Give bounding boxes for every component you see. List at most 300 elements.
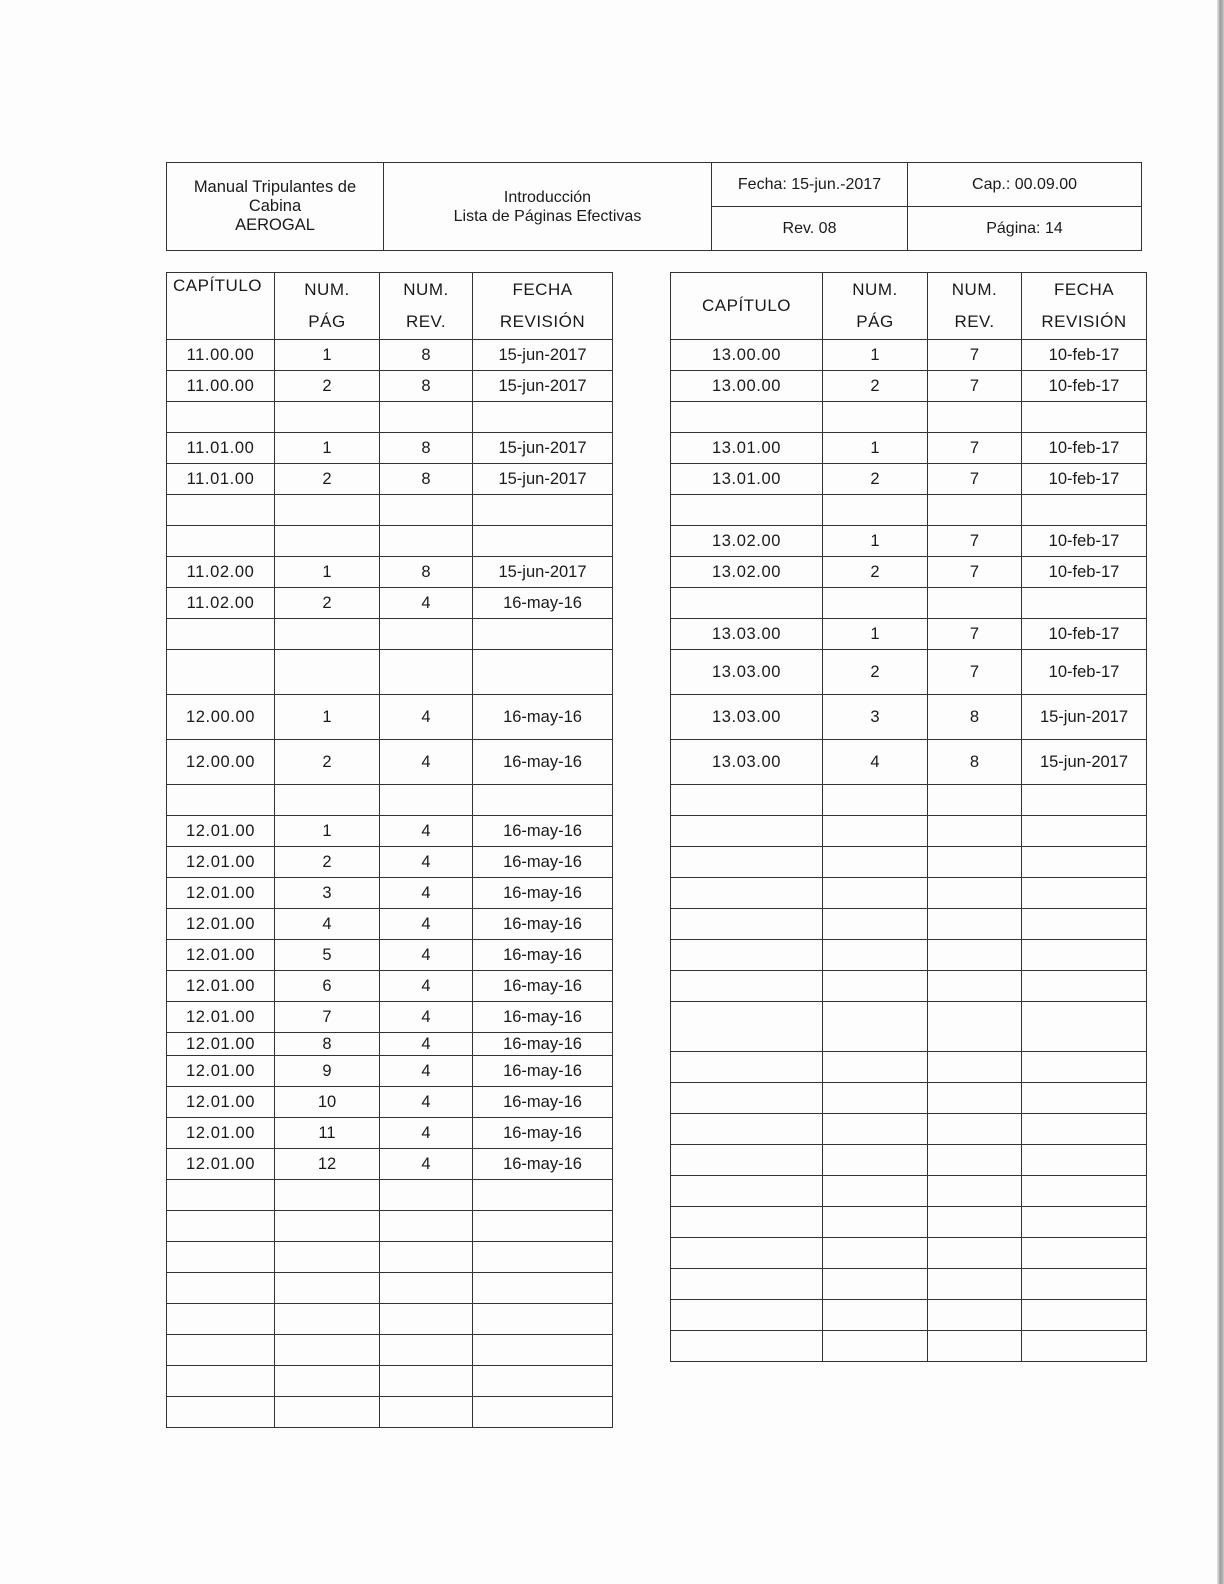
left-table-row	[167, 909, 613, 940]
num-rev-cell: 8	[380, 340, 473, 371]
num-pag-cell: 2	[275, 588, 380, 619]
capitulo-cell	[671, 1002, 823, 1052]
num-rev-cell	[928, 1207, 1022, 1238]
fecha-revision-cell	[1022, 588, 1147, 619]
num-pag-cell: 11	[275, 1118, 380, 1149]
manual-title-cell	[167, 163, 384, 251]
col-num-rev-header	[380, 273, 473, 340]
capitulo-cell	[671, 588, 823, 619]
capitulo-cell	[671, 1176, 823, 1207]
left-table-row	[167, 971, 613, 1002]
fecha-revision-cell: 10-feb-17	[1022, 464, 1147, 495]
fecha-revision-cell: 15-jun-2017	[473, 433, 613, 464]
num-pag-cell: 3	[275, 878, 380, 909]
num-rev-cell: 4	[380, 940, 473, 971]
fecha-revision-cell: 16-may-16	[473, 695, 613, 740]
num-rev-cell	[380, 526, 473, 557]
left-table-row	[167, 433, 613, 464]
num-rev-cell: 4	[380, 1149, 473, 1180]
fecha-revision-cell	[473, 1180, 613, 1211]
num-rev-cell	[928, 588, 1022, 619]
col-rev-label: REV.	[405, 312, 447, 331]
num-pag-cell: 1	[275, 695, 380, 740]
num-pag-cell: 9	[275, 1056, 380, 1087]
left-table-row	[167, 785, 613, 816]
fecha-revision-cell: 10-feb-17	[1022, 340, 1147, 371]
fecha-revision-cell	[1022, 1238, 1147, 1269]
document-header	[166, 162, 1142, 251]
num-pag-cell	[823, 1083, 928, 1114]
right-table-row	[671, 1238, 1147, 1269]
capitulo-cell: 13.03.00	[671, 650, 823, 695]
capitulo-cell: 12.01.00	[167, 1118, 275, 1149]
num-pag-cell: 3	[823, 695, 928, 740]
num-rev-cell: 8	[928, 740, 1022, 785]
right-table-row	[671, 588, 1147, 619]
fecha-revision-cell	[1022, 971, 1147, 1002]
capitulo-cell	[167, 785, 275, 816]
left-table-row	[167, 526, 613, 557]
num-rev-cell	[380, 1397, 473, 1428]
num-rev-cell: 7	[928, 557, 1022, 588]
num-rev-cell	[380, 1211, 473, 1242]
left-table-row	[167, 619, 613, 650]
fecha-revision-cell	[1022, 847, 1147, 878]
manual-title-line-3: AEROGAL	[235, 216, 315, 234]
left-table-row	[167, 1087, 613, 1118]
capitulo-cell: 12.01.00	[167, 1002, 275, 1033]
fecha-revision-cell	[473, 1335, 613, 1366]
capitulo-cell	[671, 1114, 823, 1145]
right-table-row	[671, 1300, 1147, 1331]
fecha-revision-cell: 15-jun-2017	[473, 464, 613, 495]
num-pag-cell	[823, 785, 928, 816]
capitulo-cell: 13.02.00	[671, 557, 823, 588]
num-rev-cell: 4	[380, 740, 473, 785]
capitulo-cell	[167, 1304, 275, 1335]
num-pag-cell: 5	[275, 940, 380, 971]
num-rev-cell	[928, 1002, 1022, 1052]
left-table-row	[167, 1366, 613, 1397]
num-rev-cell	[380, 1273, 473, 1304]
num-rev-cell	[928, 971, 1022, 1002]
capitulo-cell	[671, 816, 823, 847]
capitulo-cell	[671, 1331, 823, 1362]
num-rev-cell	[380, 785, 473, 816]
fecha-revision-cell: 16-may-16	[473, 1087, 613, 1118]
fecha-revision-cell	[1022, 1114, 1147, 1145]
fecha-revision-cell	[473, 1242, 613, 1273]
capitulo-cell	[671, 1207, 823, 1238]
num-pag-cell: 1	[275, 340, 380, 371]
num-pag-cell	[823, 1331, 928, 1362]
capitulo-cell: 13.03.00	[671, 619, 823, 650]
num-pag-cell	[823, 1052, 928, 1083]
capitulo-cell: 12.01.00	[167, 940, 275, 971]
capitulo-cell	[671, 1052, 823, 1083]
left-column-headers	[167, 273, 613, 340]
right-table-row	[671, 1083, 1147, 1114]
right-table-row	[671, 1331, 1147, 1362]
right-table-row	[671, 878, 1147, 909]
num-rev-cell: 4	[380, 1118, 473, 1149]
header-revision: Rev. 08	[712, 207, 908, 251]
num-rev-cell	[928, 909, 1022, 940]
col-rev-label: REV.	[954, 312, 995, 331]
col-capitulo-header: CAPÍTULO	[671, 273, 823, 340]
num-pag-cell	[823, 1238, 928, 1269]
fecha-revision-cell	[1022, 402, 1147, 433]
num-rev-cell	[380, 402, 473, 433]
fecha-revision-cell: 10-feb-17	[1022, 433, 1147, 464]
capitulo-cell	[671, 1300, 823, 1331]
left-table-row	[167, 1397, 613, 1428]
num-pag-cell	[823, 909, 928, 940]
capitulo-cell	[671, 1083, 823, 1114]
num-pag-cell: 12	[275, 1149, 380, 1180]
num-rev-cell	[928, 940, 1022, 971]
num-rev-cell	[928, 816, 1022, 847]
num-pag-cell: 10	[275, 1087, 380, 1118]
fecha-revision-cell: 16-may-16	[473, 1002, 613, 1033]
num-pag-cell	[823, 1269, 928, 1300]
num-rev-cell: 4	[380, 1002, 473, 1033]
col-num-pag-header	[275, 273, 380, 340]
right-table-row	[671, 1002, 1147, 1052]
num-rev-cell	[928, 1269, 1022, 1300]
fecha-revision-cell: 10-feb-17	[1022, 526, 1147, 557]
num-pag-cell: 4	[823, 740, 928, 785]
capitulo-cell: 12.01.00	[167, 1149, 275, 1180]
col-fecha-revision-header	[1022, 273, 1147, 340]
fecha-revision-cell	[473, 650, 613, 695]
num-pag-cell: 7	[275, 1002, 380, 1033]
fecha-revision-cell	[1022, 1083, 1147, 1114]
capitulo-cell	[167, 650, 275, 695]
col-fecha-label: FECHA	[512, 280, 573, 299]
num-rev-cell: 7	[928, 650, 1022, 695]
num-rev-cell	[380, 650, 473, 695]
left-table-row	[167, 495, 613, 526]
left-table-row	[167, 650, 613, 695]
capitulo-cell	[671, 1238, 823, 1269]
right-table-row	[671, 1207, 1147, 1238]
capitulo-cell	[167, 1335, 275, 1366]
num-pag-cell: 2	[823, 557, 928, 588]
capitulo-cell: 12.01.00	[167, 1056, 275, 1087]
capitulo-cell	[671, 940, 823, 971]
left-table-row	[167, 588, 613, 619]
capitulo-cell	[167, 1180, 275, 1211]
num-rev-cell	[928, 785, 1022, 816]
fecha-revision-cell	[1022, 940, 1147, 971]
fecha-revision-cell: 16-may-16	[473, 940, 613, 971]
left-table-row	[167, 1149, 613, 1180]
num-rev-cell: 8	[380, 371, 473, 402]
section-title: Introducción	[503, 188, 592, 206]
left-table-row	[167, 940, 613, 971]
num-pag-cell: 2	[823, 371, 928, 402]
right-table-row	[671, 695, 1147, 740]
right-table-row	[671, 1114, 1147, 1145]
num-pag-cell	[275, 402, 380, 433]
col-num-pag-header	[823, 273, 928, 340]
num-pag-cell	[275, 1366, 380, 1397]
fecha-revision-cell: 15-jun-2017	[473, 557, 613, 588]
num-rev-cell	[928, 1176, 1022, 1207]
num-rev-cell: 7	[928, 619, 1022, 650]
fecha-revision-cell	[473, 1211, 613, 1242]
scan-edge	[1217, 0, 1224, 1584]
fecha-revision-cell	[1022, 1269, 1147, 1300]
fecha-revision-cell: 16-may-16	[473, 1056, 613, 1087]
num-rev-cell	[380, 1242, 473, 1273]
num-pag-cell: 1	[823, 619, 928, 650]
num-rev-cell: 7	[928, 433, 1022, 464]
left-table-row	[167, 1211, 613, 1242]
fecha-revision-cell: 15-jun-2017	[473, 340, 613, 371]
num-pag-cell: 2	[275, 740, 380, 785]
fecha-revision-cell: 10-feb-17	[1022, 619, 1147, 650]
capitulo-cell: 12.00.00	[167, 695, 275, 740]
capitulo-cell: 12.01.00	[167, 909, 275, 940]
left-table-row	[167, 878, 613, 909]
capitulo-cell: 12.01.00	[167, 1087, 275, 1118]
num-rev-cell	[928, 1331, 1022, 1362]
num-rev-cell: 4	[380, 847, 473, 878]
num-rev-cell: 7	[928, 371, 1022, 402]
num-pag-cell	[823, 878, 928, 909]
col-capitulo-header: CAPÍTULO	[167, 273, 275, 340]
right-table-row	[671, 495, 1147, 526]
num-pag-cell	[275, 1304, 380, 1335]
num-pag-cell	[823, 1145, 928, 1176]
fecha-revision-cell: 16-may-16	[473, 878, 613, 909]
right-table-row	[671, 847, 1147, 878]
fecha-revision-cell	[473, 526, 613, 557]
fecha-revision-cell: 10-feb-17	[1022, 557, 1147, 588]
header-page: Página: 14	[908, 207, 1142, 251]
left-table-row	[167, 1033, 613, 1056]
right-table-row	[671, 1145, 1147, 1176]
capitulo-cell	[671, 785, 823, 816]
capitulo-cell	[167, 402, 275, 433]
manual-title-line-2: Cabina	[248, 197, 302, 215]
fecha-revision-cell	[473, 1397, 613, 1428]
manual-title-line-1: Manual Tripulantes de	[193, 178, 357, 196]
capitulo-cell: 12.01.00	[167, 971, 275, 1002]
num-pag-cell	[823, 816, 928, 847]
num-pag-cell	[275, 1397, 380, 1428]
fecha-revision-cell	[473, 1273, 613, 1304]
left-table-row	[167, 1242, 613, 1273]
fecha-revision-cell	[1022, 1207, 1147, 1238]
num-rev-cell	[928, 1052, 1022, 1083]
left-table-row	[167, 1056, 613, 1087]
col-num-rev-header	[928, 273, 1022, 340]
left-pages-table	[166, 272, 613, 1428]
fecha-revision-cell	[473, 402, 613, 433]
capitulo-cell: 11.02.00	[167, 588, 275, 619]
num-pag-cell	[275, 785, 380, 816]
capitulo-cell: 12.01.00	[167, 816, 275, 847]
right-table-row	[671, 1269, 1147, 1300]
num-pag-cell	[823, 971, 928, 1002]
num-rev-cell: 4	[380, 878, 473, 909]
num-rev-cell	[928, 402, 1022, 433]
right-table-row	[671, 433, 1147, 464]
fecha-revision-cell: 16-may-16	[473, 588, 613, 619]
capitulo-cell: 13.02.00	[671, 526, 823, 557]
capitulo-cell: 11.01.00	[167, 464, 275, 495]
num-rev-cell	[928, 878, 1022, 909]
fecha-revision-cell	[1022, 1176, 1147, 1207]
right-table-row	[671, 402, 1147, 433]
num-pag-cell	[823, 940, 928, 971]
num-pag-cell	[823, 1114, 928, 1145]
left-table-row	[167, 847, 613, 878]
right-table-row	[671, 557, 1147, 588]
fecha-revision-cell: 16-may-16	[473, 1033, 613, 1056]
num-rev-cell	[928, 1238, 1022, 1269]
right-table-row	[671, 464, 1147, 495]
right-table-row	[671, 371, 1147, 402]
num-pag-cell	[275, 495, 380, 526]
fecha-revision-cell	[473, 619, 613, 650]
fecha-revision-cell	[1022, 1145, 1147, 1176]
num-rev-cell	[380, 619, 473, 650]
num-rev-cell	[928, 495, 1022, 526]
capitulo-cell	[167, 1211, 275, 1242]
num-rev-cell: 8	[380, 464, 473, 495]
num-pag-cell: 1	[823, 340, 928, 371]
capitulo-cell	[671, 909, 823, 940]
num-rev-cell	[380, 1180, 473, 1211]
num-pag-cell	[275, 1180, 380, 1211]
num-pag-cell: 1	[275, 433, 380, 464]
col-fecha-revision-header	[473, 273, 613, 340]
capitulo-cell	[167, 526, 275, 557]
num-rev-cell	[928, 1145, 1022, 1176]
capitulo-cell	[167, 619, 275, 650]
left-table-row	[167, 816, 613, 847]
num-pag-cell: 2	[275, 847, 380, 878]
right-table-row	[671, 785, 1147, 816]
fecha-revision-cell	[1022, 816, 1147, 847]
fecha-revision-cell	[1022, 1052, 1147, 1083]
right-table-row	[671, 526, 1147, 557]
left-table-row	[167, 464, 613, 495]
num-pag-cell	[275, 1242, 380, 1273]
num-pag-cell: 2	[823, 650, 928, 695]
num-rev-cell	[380, 1366, 473, 1397]
num-pag-cell: 2	[823, 464, 928, 495]
num-rev-cell: 8	[928, 695, 1022, 740]
capitulo-cell	[671, 971, 823, 1002]
fecha-revision-cell	[1022, 1002, 1147, 1052]
num-pag-cell: 2	[275, 464, 380, 495]
left-table-row	[167, 695, 613, 740]
capitulo-cell: 13.00.00	[671, 340, 823, 371]
fecha-revision-cell	[473, 1304, 613, 1335]
col-revision-label: REVISIÓN	[1041, 312, 1127, 331]
fecha-revision-cell	[1022, 909, 1147, 940]
left-table-row	[167, 557, 613, 588]
num-pag-cell	[275, 619, 380, 650]
left-table-row	[167, 371, 613, 402]
num-rev-cell: 7	[928, 464, 1022, 495]
num-pag-cell	[823, 1176, 928, 1207]
left-table-row	[167, 1304, 613, 1335]
num-rev-cell	[928, 847, 1022, 878]
num-rev-cell: 4	[380, 1033, 473, 1056]
header-chapter: Cap.: 00.09.00	[908, 163, 1142, 207]
num-rev-cell: 4	[380, 816, 473, 847]
num-rev-cell: 4	[380, 1056, 473, 1087]
num-pag-cell: 6	[275, 971, 380, 1002]
num-pag-cell	[275, 1273, 380, 1304]
col-num-label: NUM.	[304, 280, 350, 299]
capitulo-cell: 12.00.00	[167, 740, 275, 785]
capitulo-cell	[167, 1397, 275, 1428]
capitulo-cell: 12.01.00	[167, 1033, 275, 1056]
right-table-row	[671, 619, 1147, 650]
fecha-revision-cell: 16-may-16	[473, 971, 613, 1002]
capitulo-cell	[671, 495, 823, 526]
fecha-revision-cell: 10-feb-17	[1022, 371, 1147, 402]
col-fecha-label: FECHA	[1053, 280, 1115, 299]
num-rev-cell: 4	[380, 909, 473, 940]
num-rev-cell: 8	[380, 433, 473, 464]
capitulo-cell	[167, 1366, 275, 1397]
right-pages-table	[670, 272, 1147, 1362]
section-title-cell	[384, 163, 712, 251]
capitulo-cell: 11.02.00	[167, 557, 275, 588]
capitulo-cell	[671, 402, 823, 433]
capitulo-cell: 12.01.00	[167, 847, 275, 878]
col-revision-label: REVISIÓN	[499, 312, 586, 331]
right-table-row	[671, 971, 1147, 1002]
fecha-revision-cell: 16-may-16	[473, 1149, 613, 1180]
right-column-headers	[671, 273, 1147, 340]
fecha-revision-cell	[1022, 878, 1147, 909]
fecha-revision-cell: 15-jun-2017	[473, 371, 613, 402]
header-date: Fecha: 15-jun.-2017	[712, 163, 908, 207]
fecha-revision-cell: 15-jun-2017	[1022, 695, 1147, 740]
right-table-row	[671, 940, 1147, 971]
fecha-revision-cell	[1022, 495, 1147, 526]
num-rev-cell	[928, 1300, 1022, 1331]
capitulo-cell	[671, 847, 823, 878]
left-table-row	[167, 340, 613, 371]
fecha-revision-cell: 16-may-16	[473, 909, 613, 940]
capitulo-cell: 13.01.00	[671, 433, 823, 464]
right-table-row	[671, 1176, 1147, 1207]
fecha-revision-cell: 16-may-16	[473, 1118, 613, 1149]
left-table-row	[167, 1118, 613, 1149]
fecha-revision-cell	[473, 785, 613, 816]
right-table-row	[671, 340, 1147, 371]
num-rev-cell	[380, 495, 473, 526]
capitulo-cell	[167, 495, 275, 526]
capitulo-cell	[167, 1242, 275, 1273]
num-pag-cell	[823, 588, 928, 619]
fecha-revision-cell	[1022, 1300, 1147, 1331]
capitulo-cell: 11.00.00	[167, 371, 275, 402]
fecha-revision-cell	[473, 1366, 613, 1397]
fecha-revision-cell: 15-jun-2017	[1022, 740, 1147, 785]
num-pag-cell	[275, 526, 380, 557]
